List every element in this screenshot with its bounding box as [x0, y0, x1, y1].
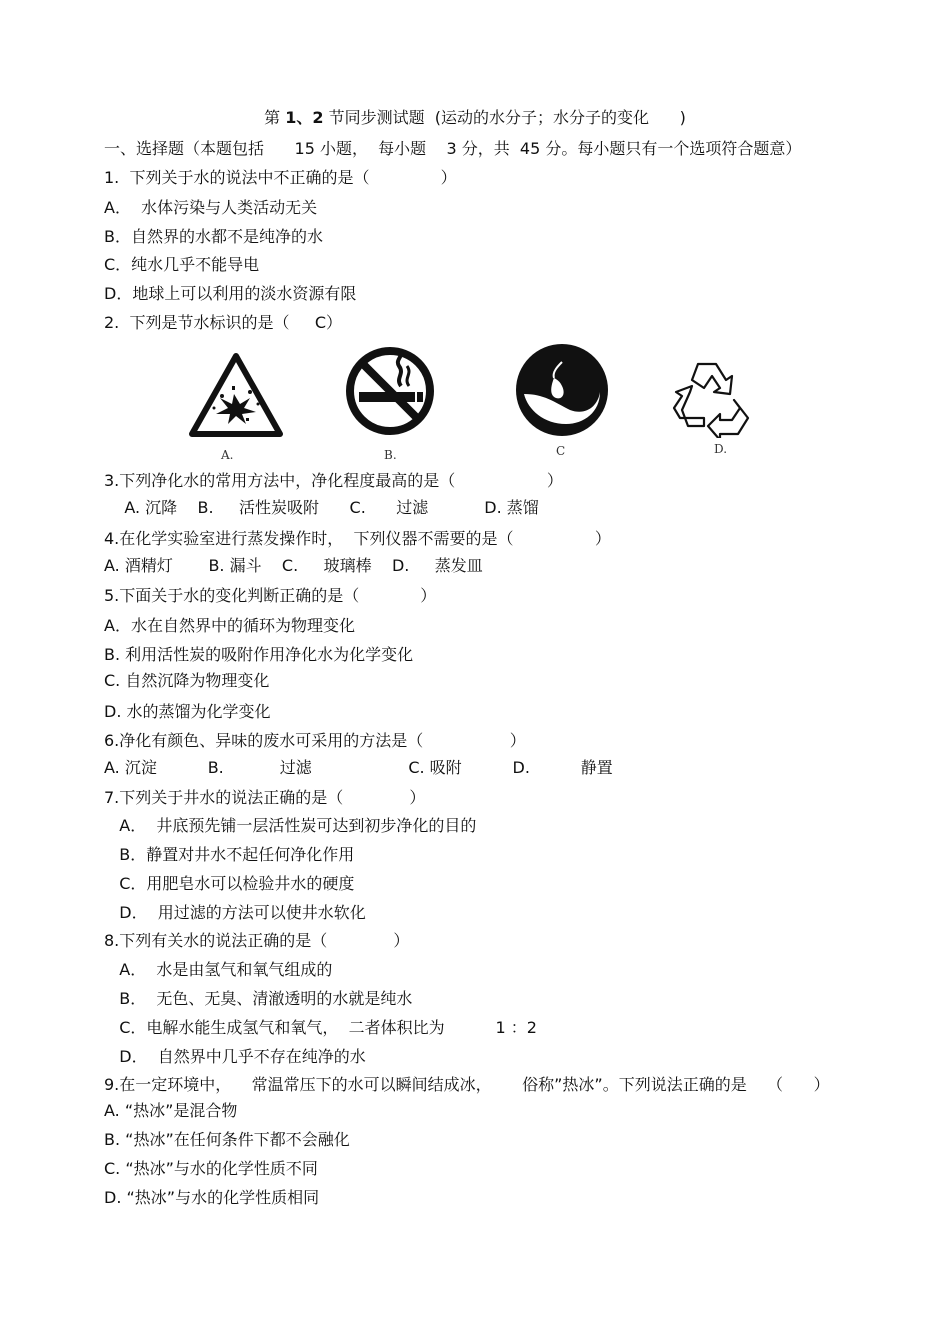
no-smoking-icon	[343, 344, 437, 438]
q1-option-c: C．纯水几乎不能导电	[104, 255, 260, 274]
question-6: 6.净化有颜色、异味的废水可采用的方法是（ ）	[104, 731, 526, 750]
question-1: 1. 下列关于水的说法中不正确的是（ ）	[104, 168, 457, 187]
q3-options: A. 沉降 B. 活性炭吸附 C. 过滤 D. 蒸馏	[104, 498, 539, 517]
q4-options: A. 酒精灯 B. 漏斗 C. 玻璃棒 D. 蒸发皿	[104, 556, 483, 575]
q5-option-b: B. 利用活性炭的吸附作用净化水为化学变化	[104, 645, 414, 664]
water-saving-icon	[514, 342, 610, 438]
explosive-warning-icon	[188, 352, 284, 438]
q5-option-a: A．水在自然界中的循环为物理变化	[104, 616, 355, 635]
q5-option-c: C. 自然沉降为物理变化	[104, 671, 270, 690]
section-heading: 一、选择题（本题包括 15 小题， 每小题 3 分，共 45 分。每小题只有一个选项符合题意）	[104, 139, 802, 158]
q8-option-c: C．电解水能生成氢气和氧气， 二者体积比为 1 ：2	[104, 1018, 537, 1037]
q9-option-b: B. “热冰”在任何条件下都不会融化	[104, 1130, 350, 1149]
q8-option-b: B． 无色、无臭、清澈透明的水就是纯水	[104, 989, 413, 1008]
caption-c: C	[556, 444, 566, 458]
question-5: 5.下面关于水的变化判断正确的是（ ）	[104, 586, 437, 605]
caption-b: B.	[384, 448, 397, 462]
question-8: 8.下列有关水的说法正确的是（ ）	[104, 931, 410, 950]
q8-option-a: A． 水是由氢气和氧气组成的	[104, 960, 333, 979]
q9-option-d: D. “热冰”与水的化学性质相同	[104, 1188, 320, 1207]
caption-a: A.	[221, 448, 234, 462]
question-4: 4.在化学实验室进行蒸发操作时， 下列仪器不需要的是（ ）	[104, 529, 611, 548]
caption-d: D.	[714, 442, 728, 456]
q6-options: A. 沉淀 B. 过滤 C. 吸附 D. 静置	[104, 758, 613, 777]
q8-option-d: D． 自然界中几乎不存在纯净的水	[104, 1047, 366, 1066]
q1-option-d: D．地球上可以利用的淡水资源有限	[104, 284, 357, 303]
question-9: 9.在一定环境中， 常温常压下的水可以瞬间结成冰， 俗称”热冰”。下列说法正确的是 （ ）	[104, 1075, 830, 1094]
q1-option-b: B．自然界的水都不是纯净的水	[104, 227, 323, 246]
q1-option-a: A． 水体污染与人类活动无关	[104, 198, 318, 217]
question-7: 7.下列关于井水的说法正确的是（ ）	[104, 788, 426, 807]
q7-option-a: A． 井底预先铺一层活性炭可达到初步净化的目的	[104, 816, 477, 835]
recycle-icon	[668, 356, 758, 438]
page-title: 第 1、2 节同步测试题 (运动的水分子；水分子的变化 )	[264, 108, 686, 127]
question-2: 2. 下列是节水标识的是（ C）	[104, 313, 343, 332]
q5-option-d: D. 水的蒸馏为化学变化	[104, 702, 271, 721]
q9-option-c: C. “热冰”与水的化学性质不同	[104, 1159, 318, 1178]
q7-option-d: D． 用过滤的方法可以使井水软化	[104, 903, 366, 922]
q9-option-a: A. “热冰”是混合物	[104, 1101, 238, 1120]
question-3: 3.下列净化水的常用方法中，净化程度最高的是（ ）	[104, 471, 563, 490]
q7-option-b: B．静置对井水不起任何净化作用	[104, 845, 355, 864]
q7-option-c: C．用肥皂水可以检验井水的硬度	[104, 874, 355, 893]
